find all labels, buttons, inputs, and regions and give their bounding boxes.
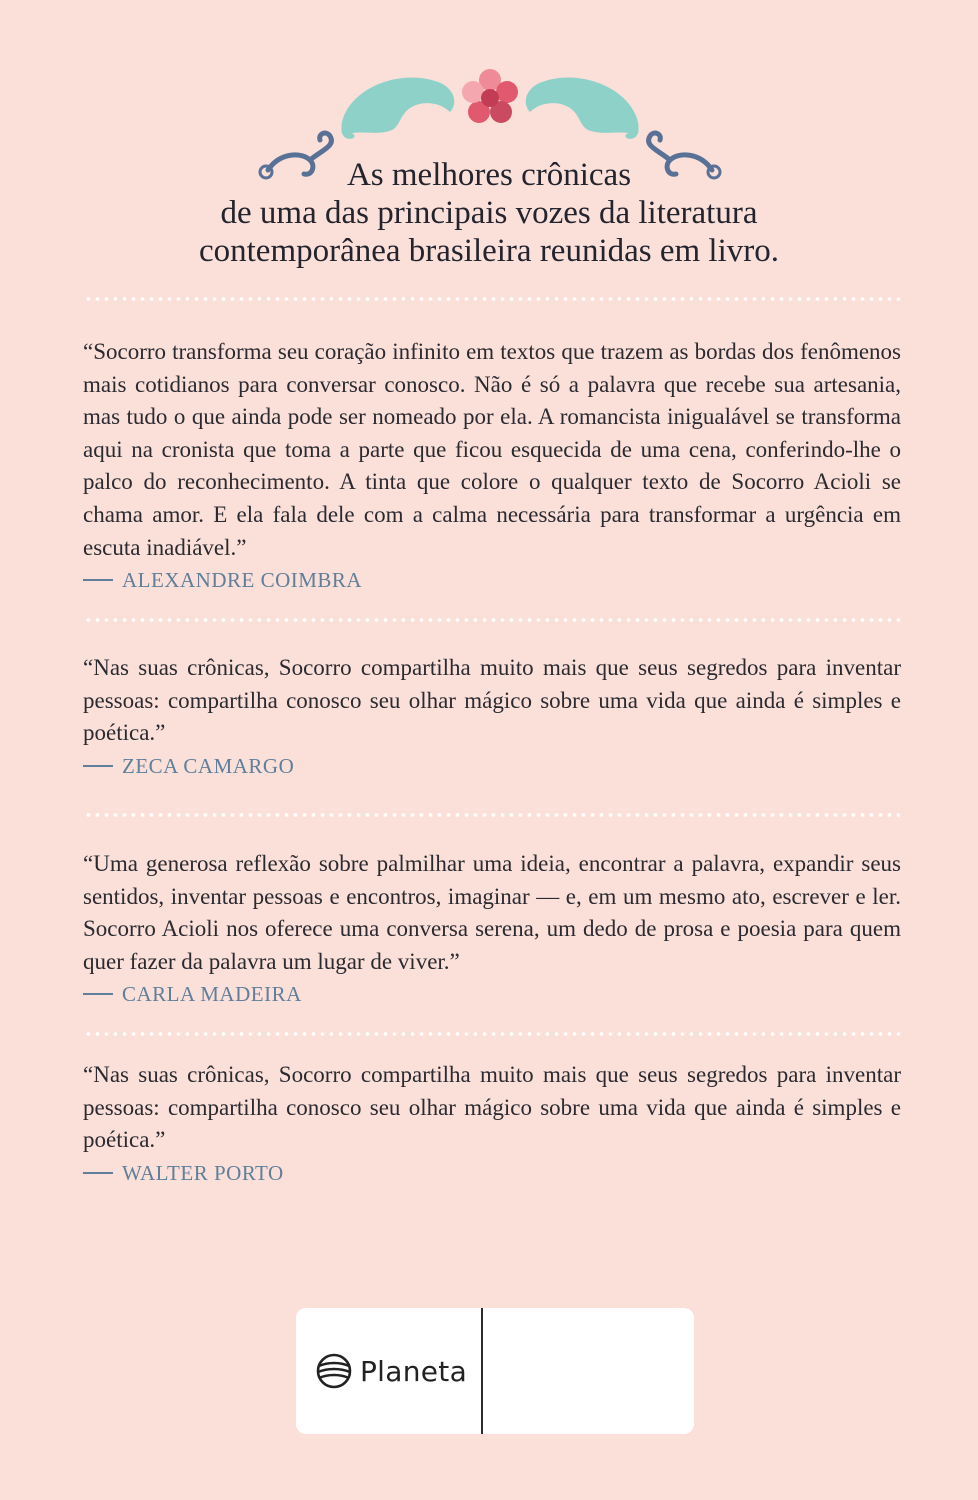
em-dash	[83, 765, 113, 767]
publisher-logo	[316, 1352, 467, 1390]
quote-text: “Nas suas crônicas, Socorro compartilha muito mais que seus segredos para inventar pessoas: compartilha conosco seu olhar mágico sobre uma vida que ainda é simples e poética.”	[83, 1062, 901, 1153]
quote-author	[83, 754, 294, 779]
quote-text: “Socorro transforma seu coração infinito em textos que trazem as bordas dos fenômenos mais cotidianos para conversar conosco. Não é só a palavra que recebe sua artesania, mas tudo o que ainda pode ser nomeado por ela. A romancista inigualável se transforma aqui na cronista que toma a parte que ficou esquecida de uma cena, conferindo-lhe o palco do reconhecimento. A tinta que colore o qualquer texto de Socorro Acioli se chama amor. E ela fala dele com a calma necessária para transformar a urgência em escuta inadiável.”	[83, 339, 901, 560]
author-name: CARLA MADEIRA	[122, 982, 302, 1006]
tagline-line-2: de uma das principais vozes da literatura	[220, 195, 758, 231]
author-name: WALTER PORTO	[122, 1161, 284, 1185]
dotted-divider	[84, 617, 900, 623]
tagline-line-3: contemporânea brasileira reunidas em livro.	[198, 233, 779, 269]
tagline	[0, 156, 978, 270]
em-dash	[83, 993, 113, 995]
globe-icon	[316, 1353, 352, 1389]
barcode-box	[296, 1308, 694, 1434]
quote-text: “Uma generosa reflexão sobre palmilhar uma ideia, encontrar a palavra, expandir seus sentidos, inventar pessoas e encontros, imaginar — e, em um mesmo ato, escrever e ler. Socorro Acioli nos oferece uma conversa serena, um dedo de prosa e poesia para quem quer fazer da palavra um lugar de viver.”	[83, 851, 901, 974]
publisher-name: Planeta	[360, 1354, 468, 1388]
author-name: ZECA CAMARGO	[122, 754, 295, 778]
quote-author	[83, 982, 302, 1007]
em-dash	[83, 1172, 113, 1174]
quote-author	[83, 1161, 284, 1186]
quote-author	[83, 568, 362, 593]
dotted-divider	[84, 812, 900, 818]
dotted-divider	[84, 296, 900, 302]
author-name: ALEXANDRE COIMBRA	[122, 568, 363, 592]
dotted-divider	[84, 1031, 900, 1037]
em-dash	[83, 579, 113, 581]
tagline-line-1: As melhores crônicas	[346, 157, 632, 193]
quote-text: “Nas suas crônicas, Socorro compartilha muito mais que seus segredos para inventar pessoas: compartilha conosco seu olhar mágico sobre uma vida que ainda é simples e poética.”	[83, 655, 901, 746]
barcode-divider	[481, 1308, 483, 1434]
